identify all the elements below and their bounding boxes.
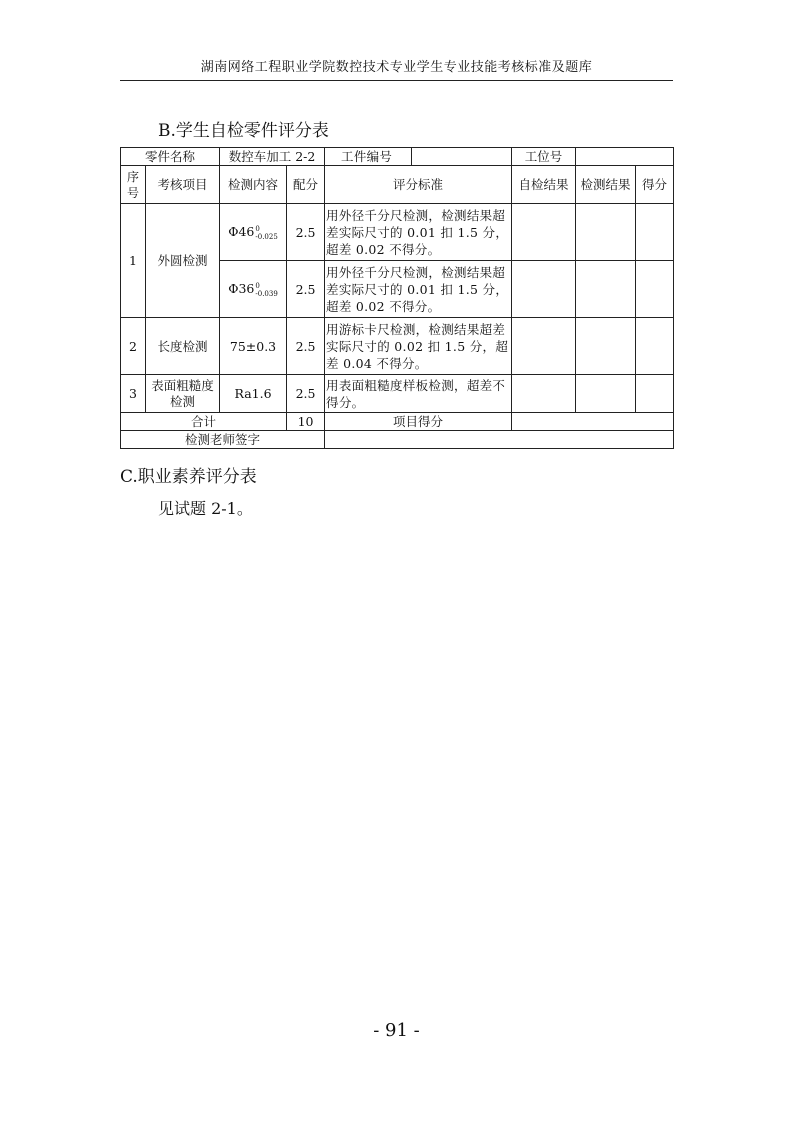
project-score-label: 项目得分 [325, 413, 512, 431]
row-score: 2.5 [287, 261, 325, 318]
self-check-score-table [120, 147, 674, 449]
part-name-value: 数控车加工 2-2 [220, 148, 325, 166]
row-seq: 1 [121, 204, 146, 318]
workpiece-no-label: 工件编号 [341, 149, 393, 164]
project-score-value [512, 413, 674, 431]
row-item: 长度检测 [146, 318, 220, 375]
row-points [636, 375, 674, 413]
workpiece-no-divider [411, 148, 432, 165]
header-row [121, 166, 674, 204]
signature-row [121, 431, 674, 449]
section-b-title: B.学生自检零件评分表 [158, 121, 329, 141]
row-content: Ra1.6 [220, 375, 287, 413]
row-inspection [576, 318, 636, 375]
row-item: 外圆检测 [146, 204, 220, 318]
page-header-title: 湖南网络工程职业学院数控技术专业学生专业技能考核标准及题库 [200, 60, 593, 75]
see-question-text: 见试题 2-1。 [158, 499, 253, 518]
row-item: 表面粗糙度检测 [146, 375, 220, 413]
station-value [576, 148, 674, 166]
row-criteria: 用外径千分尺检测，检测结果超差实际尺寸的 0.01 扣 1.5 分， 超差 0.02 不得分。 [325, 204, 512, 261]
row-score: 2.5 [287, 375, 325, 413]
row-seq: 2 [121, 318, 146, 375]
table-row [121, 375, 674, 413]
row-points [636, 204, 674, 261]
station-label: 工位号 [512, 148, 576, 166]
part-name-label: 零件名称 [121, 148, 220, 166]
workpiece-no-cell [325, 148, 512, 166]
col-criteria: 评分标准 [325, 166, 512, 204]
row-inspection [576, 261, 636, 318]
col-points: 得分 [636, 166, 674, 204]
col-inspection: 检测结果 [576, 166, 636, 204]
table-row [121, 318, 674, 375]
row-content: Φ46 0 -0.025 [220, 204, 287, 261]
page-number: - 91 - [373, 1020, 420, 1041]
col-seq: 序号 [121, 166, 146, 204]
row-inspection [576, 375, 636, 413]
tolerance: 0 -0.025 [255, 224, 278, 241]
row-score: 2.5 [287, 204, 325, 261]
row-self-check [512, 375, 576, 413]
info-row [121, 148, 674, 166]
total-score: 10 [287, 413, 325, 431]
total-row [121, 413, 674, 431]
row-criteria: 用表面粗糙度样板检测，超差不得分。 [325, 375, 512, 413]
header-divider [120, 80, 673, 81]
signature-label: 检测老师签字 [121, 431, 325, 449]
row-content: Φ36 0 -0.039 [220, 261, 287, 318]
row-criteria: 用游标卡尺检测，检测结果超差实际尺寸的 0.02 扣 1.5 分，超差 0.04 不得分。 [325, 318, 512, 375]
row-score: 2.5 [287, 318, 325, 375]
col-score: 配分 [287, 166, 325, 204]
row-criteria: 用外径千分尺检测，检测结果超差实际尺寸的 0.01 扣 1.5 分， 超差 0.02 不得分。 [325, 261, 512, 318]
row-seq: 3 [121, 375, 146, 413]
row-points [636, 261, 674, 318]
col-item: 考核项目 [146, 166, 220, 204]
total-label: 合计 [121, 413, 287, 431]
section-c-title: C.职业素养评分表 [120, 467, 257, 487]
row-self-check [512, 318, 576, 375]
tolerance: 0 -0.039 [255, 281, 278, 298]
row-self-check [512, 261, 576, 318]
row-inspection [576, 204, 636, 261]
row-self-check [512, 204, 576, 261]
row-content: 75±0.3 [220, 318, 287, 375]
col-self-check: 自检结果 [512, 166, 576, 204]
signature-value [325, 431, 674, 449]
table-row [121, 204, 674, 261]
col-content: 检测内容 [220, 166, 287, 204]
row-points [636, 318, 674, 375]
